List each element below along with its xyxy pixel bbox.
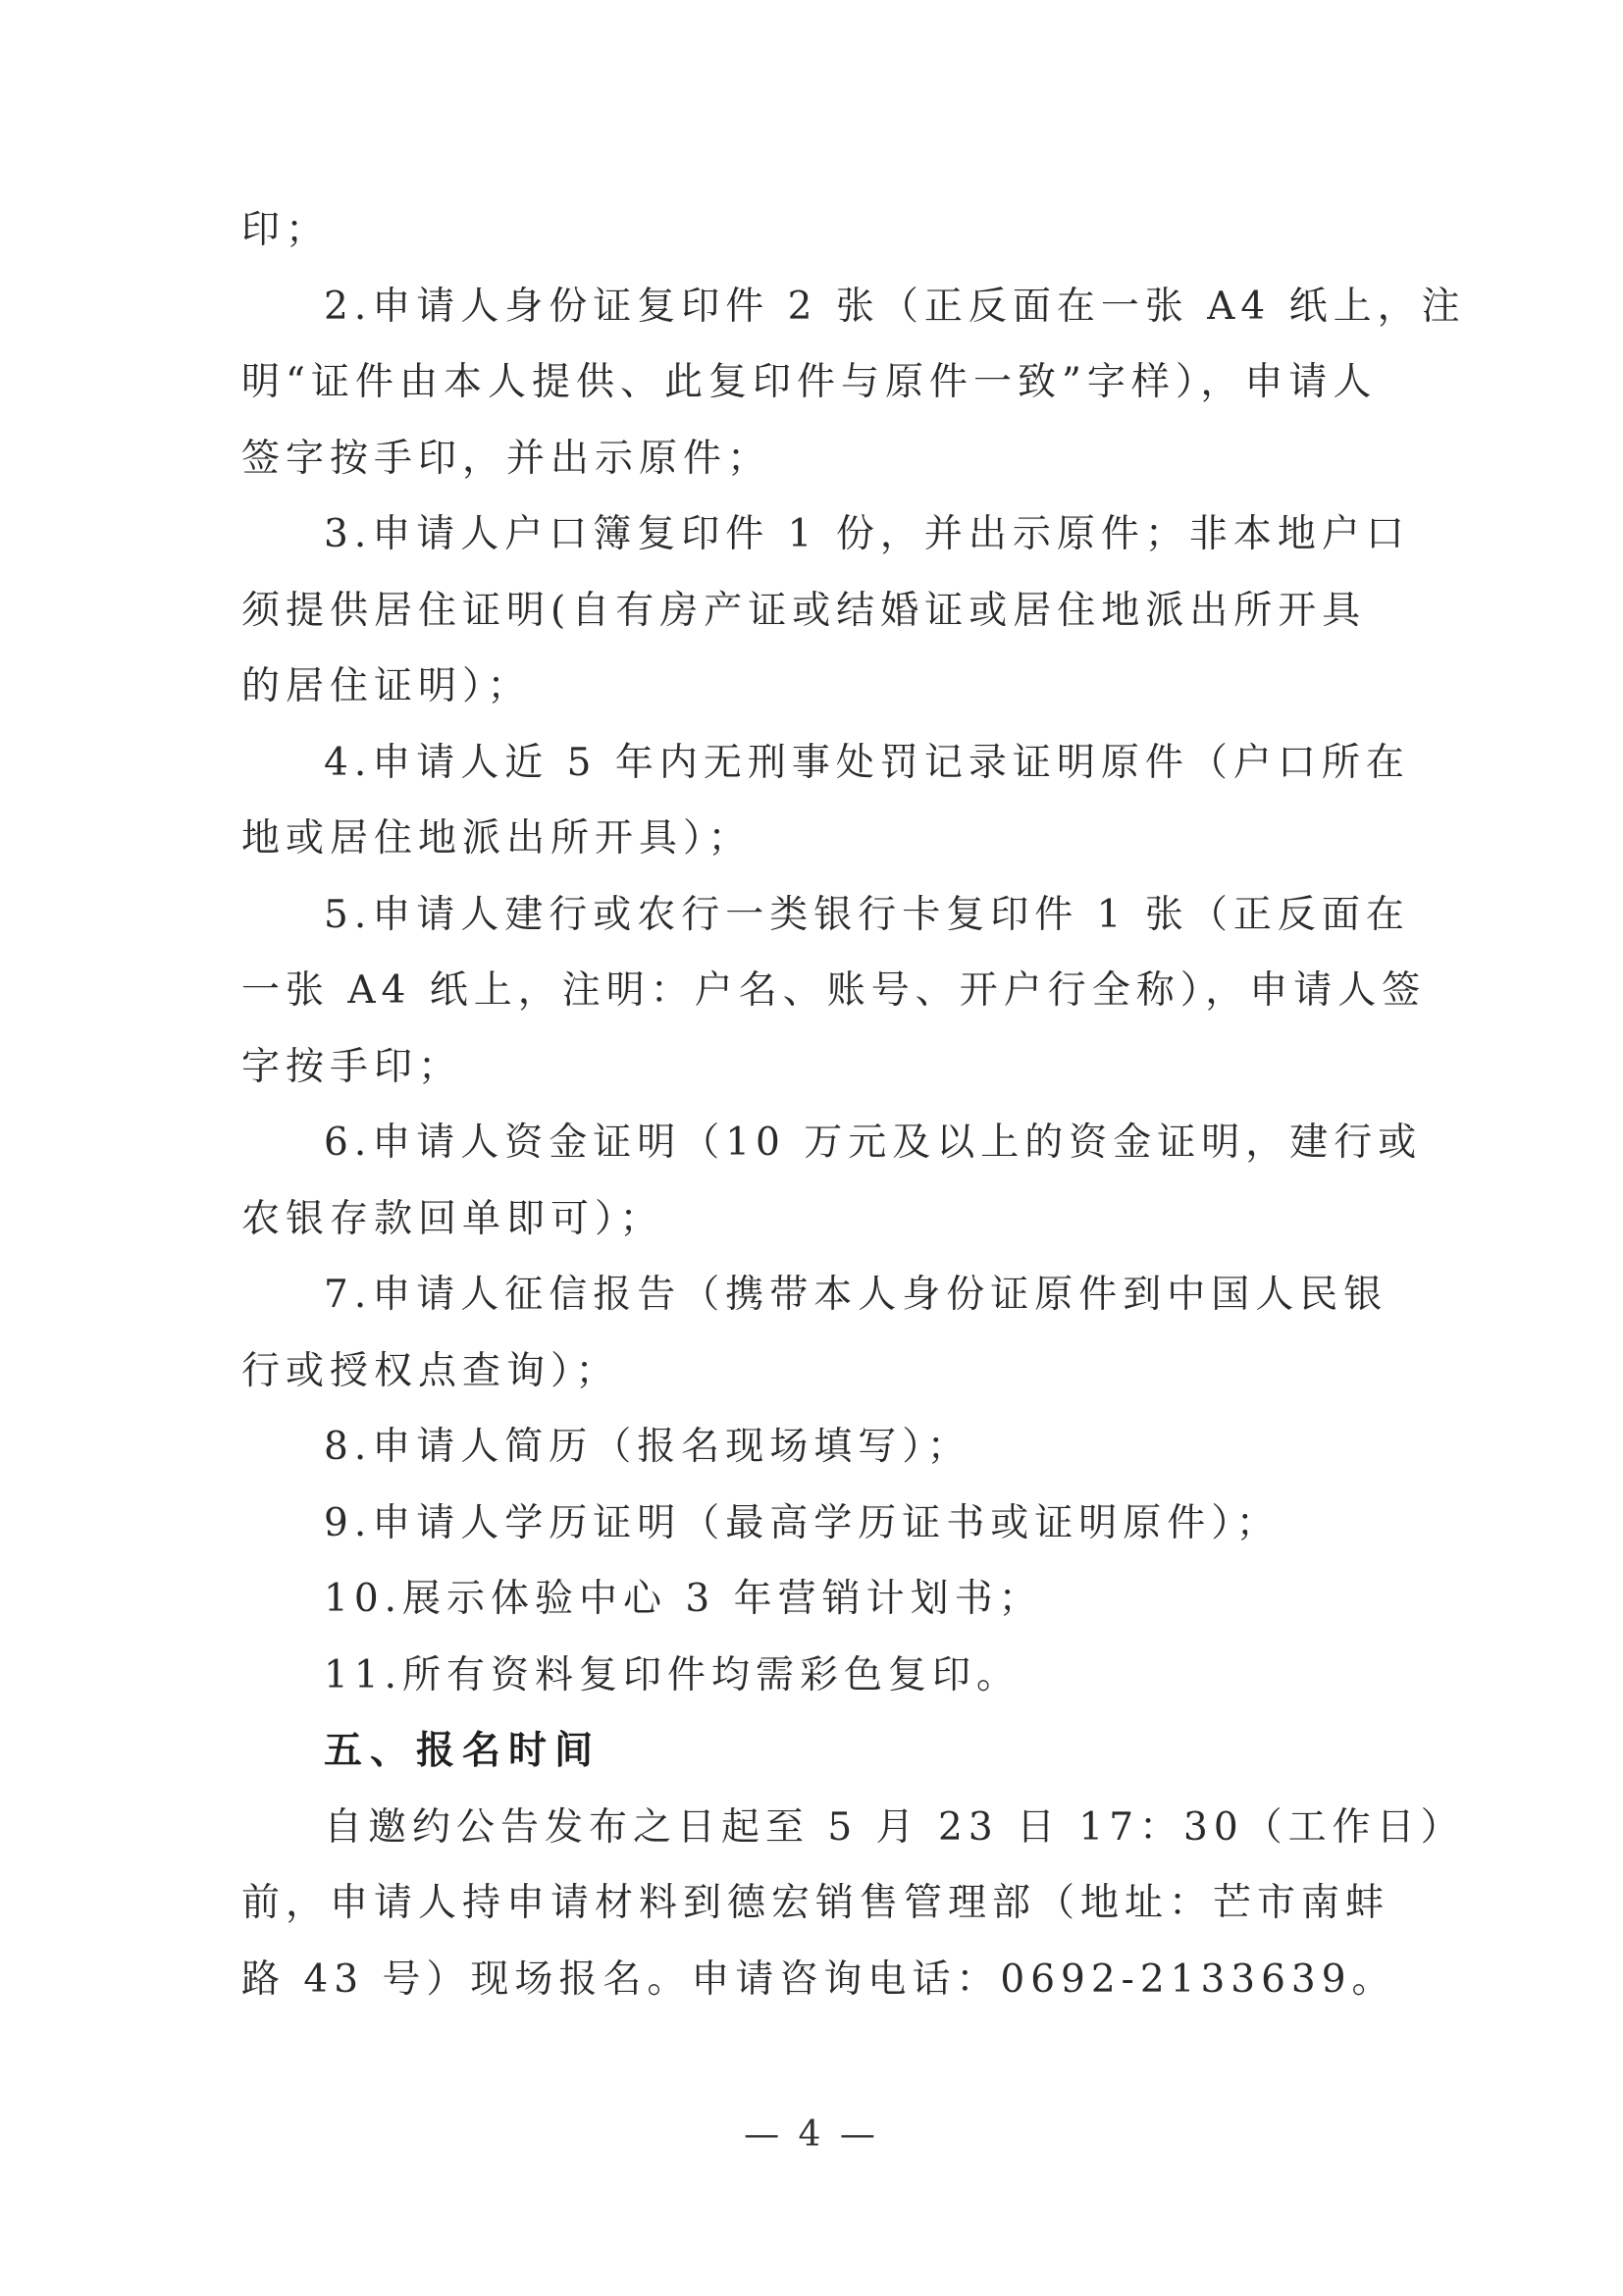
text-line: 行或授权点查询）；	[241, 1348, 620, 1393]
page-number: — 4 —	[744, 2114, 879, 2155]
list-item-4: 4.申请人近 5 年内无刑事处罚记录证明原件（户口所在	[324, 740, 1410, 785]
text-line: 印；	[241, 208, 331, 252]
document-body	[241, 192, 1466, 2017]
text-line: 路 43 号）现场报名。申请咨询电话：0692-2133639。	[241, 1957, 1396, 2002]
text-line: 须提供居住证明(自有房产证或结婚证或居住地派出所开具	[241, 588, 1367, 633]
list-item-8: 8.申请人简历（报名现场填写）；	[324, 1425, 971, 1469]
text-line: 地或居住地派出所开具）；	[241, 816, 753, 861]
list-item-2: 2.申请人身份证复印件 2 张（正反面在一张 A4 纸上，注	[324, 284, 1466, 329]
text-line: 前，申请人持申请材料到德宏销售管理部（地址：芒市南蚌	[241, 1881, 1390, 1925]
text-line: 农银存款回单即可）；	[241, 1196, 664, 1241]
list-item-3: 3.申请人户口簿复印件 1 份，并出示原件；非本地户口	[324, 512, 1410, 556]
list-item-11: 11.所有资料复印件均需彩色复印。	[324, 1652, 1021, 1697]
text-line: 签字按手印，并出示原件；	[241, 436, 772, 481]
list-item-10: 10.展示体验中心 3 年营销计划书；	[324, 1577, 1043, 1621]
list-item-7: 7.申请人征信报告（携带本人身份证原件到中国人民银	[324, 1273, 1388, 1317]
text-line: 的居住证明）；	[241, 664, 532, 708]
list-item-6: 6.申请人资金证明（10 万元及以上的资金证明，建行或	[324, 1121, 1423, 1165]
text-line: 字按手印；	[241, 1044, 463, 1089]
paragraph-line: 自邀约公告发布之日起至 5 月 23 日 17：30（工作日）	[324, 1804, 1465, 1850]
list-item-9: 9.申请人学历证明（最高学历证书或证明原件）；	[324, 1500, 1281, 1545]
list-item-5: 5.申请人建行或农行一类银行卡复印件 1 张（正反面在	[324, 892, 1410, 937]
text-line: 一张 A4 纸上，注明：户名、账号、开户行全称），申请人签	[241, 968, 1427, 1013]
section-heading: 五、报名时间	[324, 1729, 602, 1773]
text-line: 明“证件由本人提供、此复印件与原件一致”字样），申请人	[241, 360, 1378, 404]
